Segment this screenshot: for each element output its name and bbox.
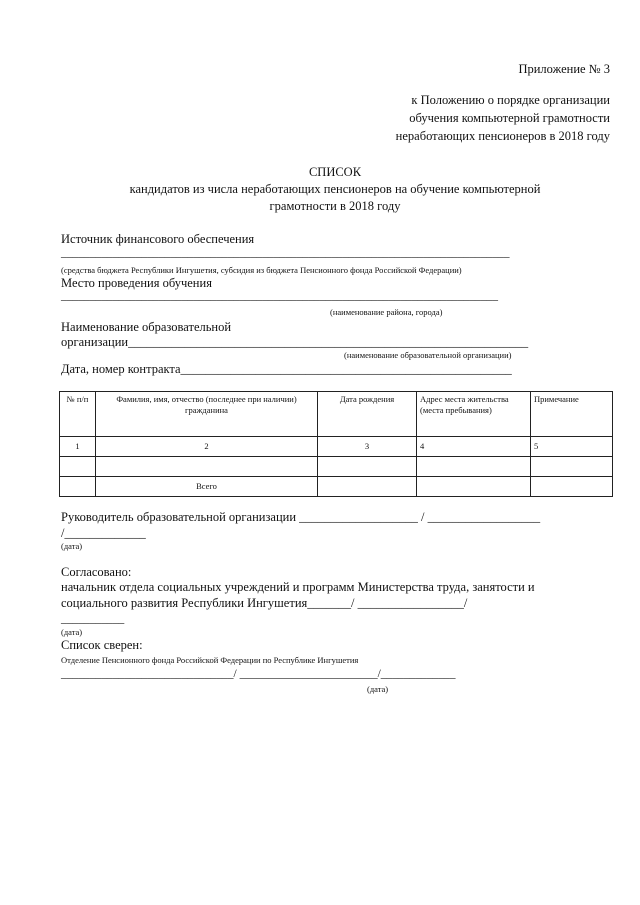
- document-subtitle-line-1: кандидатов из числа неработающих пенсионеров на обучение компьютерной: [129, 182, 541, 196]
- head-date-hint: (дата): [61, 541, 83, 551]
- table-cell: [60, 457, 96, 477]
- agreed-line-1: начальник отдела социальных учреждений и программ Министерства труда, занятости и: [61, 580, 535, 594]
- table-cell: [318, 477, 417, 497]
- table-cell: [417, 477, 531, 497]
- total-label: Всего: [96, 477, 318, 497]
- column-number-5: 5: [531, 437, 613, 457]
- place-hint: (наименование района, города): [330, 307, 443, 317]
- table-cell: [417, 457, 531, 477]
- checked-organization: Отделение Пенсионного фонда Российской Федерации по Республике Ингушетия: [61, 655, 359, 665]
- agreed-date-hint: (дата): [61, 627, 83, 637]
- column-number-3: 3: [318, 437, 417, 457]
- document-subtitle-line-2: грамотности в 2018 году: [269, 199, 401, 213]
- table-cell: [531, 457, 613, 477]
- funding-label: Источник финансового обеспечения: [61, 232, 255, 246]
- checked-signature-line: ______________________________/ ________________________/_____________: [61, 668, 456, 680]
- table-row-total: [60, 477, 613, 497]
- column-header-number: № п/п: [60, 392, 96, 437]
- column-header-address: Адрес места жительства (места пребывания): [417, 392, 531, 437]
- org-label-line-2: организации________________________________________________________________: [61, 335, 529, 349]
- agreed-date-line: ___________: [61, 613, 125, 625]
- checked-title: Список сверен:: [61, 638, 143, 652]
- table-header-row: [60, 392, 613, 437]
- checked-date-hint: (дата): [367, 684, 389, 694]
- agreed-title: Согласовано:: [61, 565, 132, 579]
- table-cell: [531, 477, 613, 497]
- contract-label: Дата, номер контракта_____________________________________________________: [61, 362, 512, 376]
- table-cell: [96, 457, 318, 477]
- head-signature-line: Руководитель образовательной организации ___________________ / __________________: [61, 510, 541, 524]
- appendix-title: Приложение № 3: [518, 62, 610, 76]
- org-hint: (наименование образовательной организации): [344, 350, 512, 360]
- column-number-4: 4: [417, 437, 531, 457]
- table-cell: [60, 477, 96, 497]
- place-label: Место проведения обучения: [61, 276, 212, 290]
- column-header-birth-date: Дата рождения: [318, 392, 417, 437]
- place-line: ____________________________________________________________________________: [61, 290, 498, 302]
- column-number-2: 2: [96, 437, 318, 457]
- head-date-line: /_____________: [61, 526, 146, 540]
- column-header-full-name: Фамилия, имя, отчество (последнее при наличии) гражданина: [96, 392, 318, 437]
- column-header-note: Примечание: [531, 392, 613, 437]
- appendix-line-3: неработающих пенсионеров в 2018 году: [395, 129, 610, 143]
- funding-line: ______________________________________________________________________________: [61, 247, 510, 259]
- appendix-line-1: к Положению о порядке организации: [411, 93, 610, 107]
- table-row-column-numbers: [60, 437, 613, 457]
- candidates-table: [59, 391, 613, 497]
- agreed-line-2: социального развития Республики Ингушетия_______/ _________________/: [61, 596, 468, 610]
- table-row-empty: [60, 457, 613, 477]
- document-title: СПИСОК: [308, 165, 362, 179]
- appendix-line-2: обучения компьютерной грамотности: [409, 111, 610, 125]
- column-number-1: 1: [60, 437, 96, 457]
- org-label-line-1: Наименование образовательной: [61, 320, 232, 334]
- funding-hint: (средства бюджета Республики Ингушетия, субсидия из бюджета Пенсионного фонда Российской Федерации): [61, 265, 462, 275]
- table-cell: [318, 457, 417, 477]
